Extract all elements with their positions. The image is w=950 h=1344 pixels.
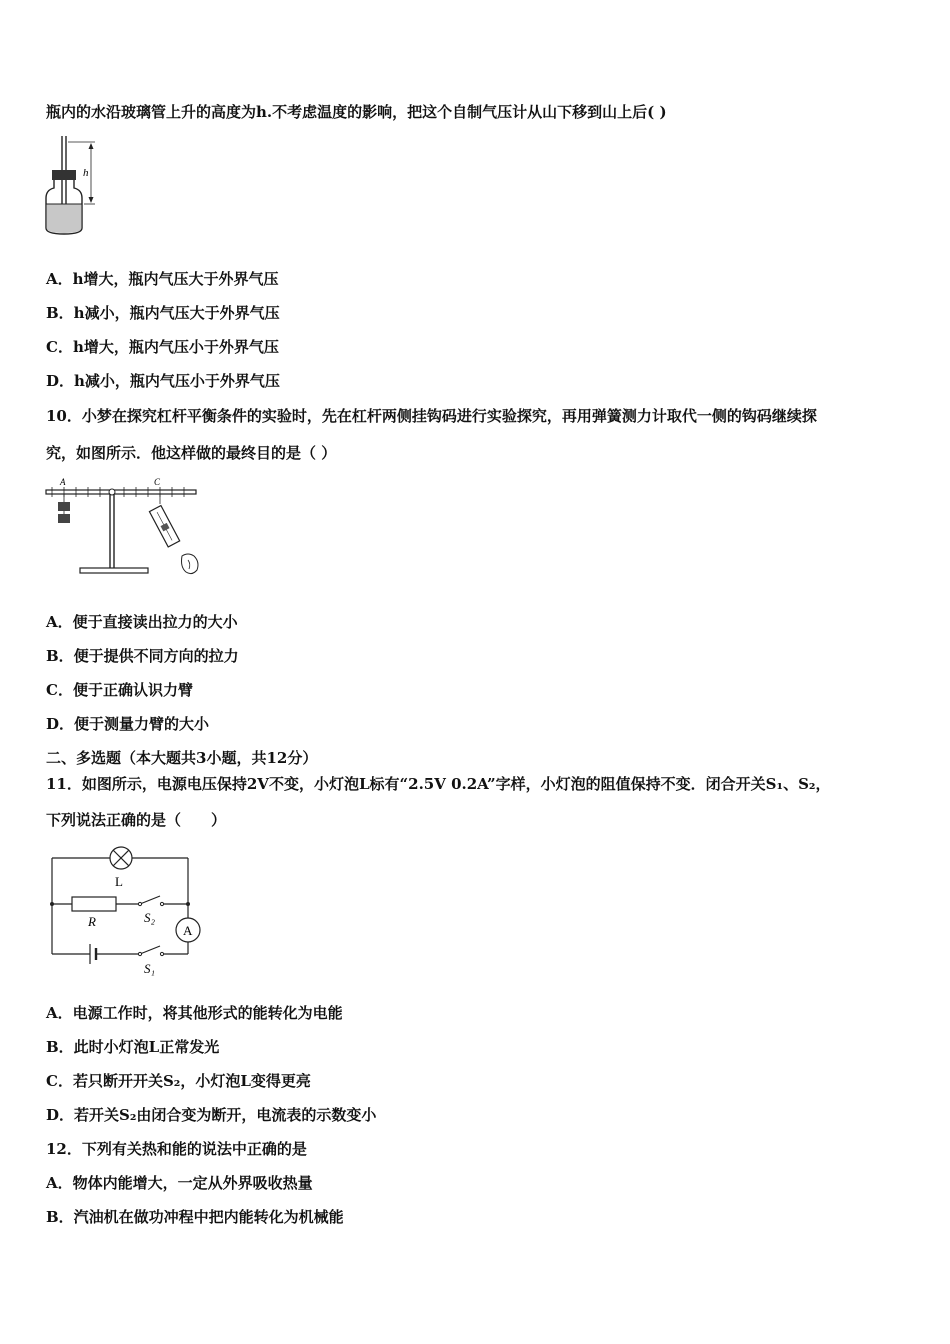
switch2-label: S₂ (144, 910, 156, 925)
resistor-label: R (88, 914, 96, 929)
q9-option-c: C．h增大，瓶内气压小于外界气压 (46, 338, 279, 356)
q11-stem-line1: 11．如图所示，电源电压保持2V不变，小灯泡L标有“2.5V 0.2A”字样，小灯泡的阻值保持不变．闭合开关S₁、S₂， (46, 775, 831, 793)
q10-option-b: B．便于提供不同方向的拉力 (46, 647, 239, 665)
q11-stem-line2: 下列说法正确的是（ ） (46, 811, 227, 829)
q10-option-c: C．便于正确认识力臂 (46, 681, 193, 699)
q11-option-c: C．若只断开开关S₂，小灯泡L变得更亮 (46, 1072, 311, 1090)
label-c: C (154, 477, 161, 487)
section2-heading: 二、多选题（本大题共3小题，共12分） (46, 749, 318, 767)
label-a: A (60, 477, 66, 487)
q10-stem-line1: 10．小梦在探究杠杆平衡条件的实验时，先在杠杆两侧挂钩码进行实验探究，再用弹簧测力计取代一侧的钩码继续探 (46, 407, 817, 425)
h-label: h (83, 167, 89, 179)
lever-figure (42, 474, 217, 582)
q9-option-d: D．h减小，瓶内气压小于外界气压 (46, 372, 280, 390)
q12-option-a: A．物体内能增大，一定从外界吸收热量 (46, 1174, 313, 1192)
q11-option-b: B．此时小灯泡L正常发光 (46, 1038, 220, 1056)
q10-option-a: A．便于直接读出拉力的大小 (46, 613, 238, 631)
q9-option-b: B．h减小，瓶内气压大于外界气压 (46, 304, 280, 322)
barometer-figure (40, 130, 110, 242)
lamp-label: L (115, 874, 123, 889)
ammeter-label: A (183, 923, 193, 938)
q11-option-a: A．电源工作时，将其他形式的能转化为电能 (46, 1004, 343, 1022)
switch1-label: S₁ (144, 961, 156, 976)
q9-option-a: A．h增大，瓶内气压大于外界气压 (46, 270, 279, 288)
q10-option-d: D．便于测量力臂的大小 (46, 715, 210, 733)
q10-stem-line2: 究，如图所示．他这样做的最终目的是（ ） (46, 444, 337, 462)
q9-stem: 瓶内的水沿玻璃管上升的高度为h.不考虑温度的影响，把这个自制气压计从山下移到山上后( ) (46, 103, 667, 121)
q11-option-d: D．若开关S₂由闭合变为断开，电流表的示数变小 (46, 1106, 377, 1124)
q12-stem: 12．下列有关热和能的说法中正确的是 (46, 1140, 307, 1158)
q12-option-b: B．汽油机在做功冲程中把内能转化为机械能 (46, 1208, 344, 1226)
circuit-figure (44, 842, 204, 978)
